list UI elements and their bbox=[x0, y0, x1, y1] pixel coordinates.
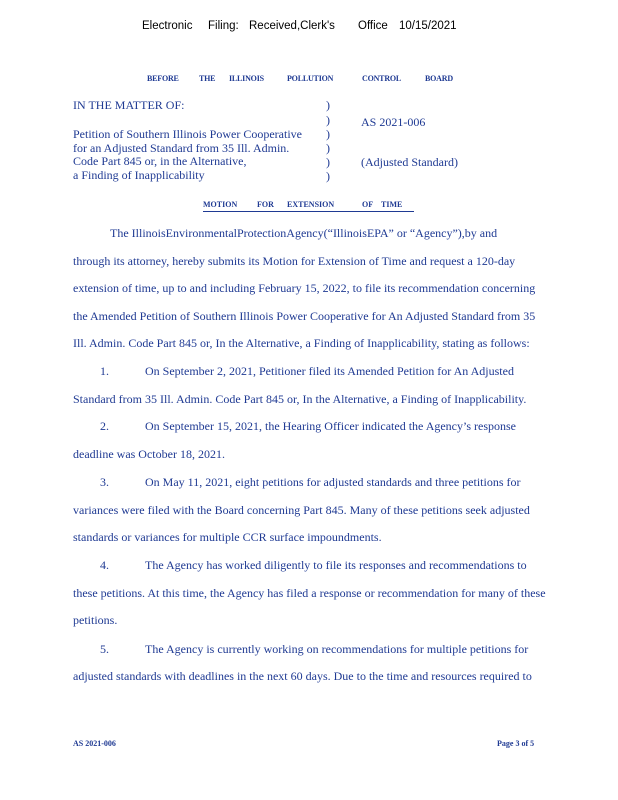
paragraph-line: On May 11, 2021, eight petitions for adjusted standards and three petitions for bbox=[145, 475, 521, 489]
paragraph-number: 2. bbox=[100, 419, 109, 433]
paragraph-number: 4. bbox=[100, 558, 109, 572]
footer-page-number: Page 3 of 5 bbox=[497, 739, 535, 748]
caption-paren: ) bbox=[326, 169, 330, 183]
paragraph-line: On September 2, 2021, Petitioner filed its Amended Petition for An Adjusted bbox=[145, 364, 514, 378]
board-title-word: BOARD bbox=[425, 74, 453, 83]
paragraph-line: Standard from 35 Ill. Admin. Code Part 845 or, In the Alternative, a Finding of Inapplicability. bbox=[73, 392, 527, 406]
petition-caption-line: Code Part 845 or, in the Alternative, bbox=[73, 154, 247, 168]
case-type: (Adjusted Standard) bbox=[361, 155, 458, 169]
paragraph-line: The Agency has worked diligently to file its responses and recommendations to bbox=[145, 558, 527, 572]
case-number: AS 2021-006 bbox=[361, 115, 426, 129]
paragraph-number: 1. bbox=[100, 364, 109, 378]
caption-paren: ) bbox=[326, 98, 330, 112]
intro-line: through its attorney, hereby submits its Motion for Extension of Time and request a 120-day bbox=[73, 254, 516, 268]
board-title bbox=[0, 74, 618, 88]
board-title-word: CONTROL bbox=[362, 74, 402, 83]
motion-title-underline bbox=[203, 211, 414, 212]
header-electronic: Electronic bbox=[142, 20, 193, 32]
motion-title-word: MOTION bbox=[203, 200, 238, 209]
paragraph-line: standards or variances for multiple CCR surface impoundments. bbox=[73, 530, 382, 544]
board-title-word: THE bbox=[199, 74, 216, 83]
intro-line: the Amended Petition of Southern Illinois Power Cooperative for An Adjusted Standard from 35 bbox=[73, 309, 536, 323]
caption-paren: ) bbox=[326, 127, 330, 141]
motion-title-word: FOR bbox=[257, 200, 274, 209]
paragraph-line: these petitions. At this time, the Agency has filed a response or recommendation for many of these bbox=[73, 586, 546, 600]
petition-caption-line: a Finding of Inapplicability bbox=[73, 167, 205, 182]
intro-line: Ill. Admin. Code Part 845 or, In the Alternative, a Finding of Inapplicability, stating as follows: bbox=[73, 336, 530, 350]
caption-paren: ) bbox=[326, 113, 330, 127]
caption-paren: ) bbox=[326, 155, 330, 169]
header-filing: Filing: bbox=[208, 20, 239, 32]
caption-paren: ) bbox=[326, 141, 330, 155]
petition-caption bbox=[73, 128, 302, 182]
footer-case-number: AS 2021-006 bbox=[73, 739, 116, 748]
in-the-matter-heading: IN THE MATTER OF: bbox=[73, 98, 185, 112]
paragraph-line: On September 15, 2021, the Hearing Officer indicated the Agency’s response bbox=[145, 419, 517, 433]
header-date: 10/15/2021 bbox=[399, 20, 457, 32]
header-office: Office bbox=[358, 20, 388, 32]
board-title-word: BEFORE bbox=[147, 74, 179, 83]
board-title-word: ILLINOIS bbox=[229, 74, 264, 83]
intro-line: extension of time, up to and including February 15, 2022, to file its recommendation concerning bbox=[73, 281, 536, 295]
paragraph-line: petitions. bbox=[73, 613, 118, 627]
filing-stamp-header bbox=[0, 20, 618, 38]
motion-title-word: OF bbox=[362, 200, 374, 209]
paragraph-line: variances were filed with the Board concerning Part 845. Many of these petitions seek adjusted bbox=[73, 503, 530, 517]
board-title-word: POLLUTION bbox=[287, 74, 334, 83]
paragraph-line: The Agency is currently working on recommendations for multiple petitions for bbox=[145, 642, 529, 656]
petition-caption-line: Petition of Southern Illinois Power Cooperative bbox=[73, 127, 302, 141]
paragraph-number: 5. bbox=[100, 642, 109, 656]
motion-title-word: TIME bbox=[381, 200, 403, 209]
paragraph-line: deadline was October 18, 2021. bbox=[73, 447, 225, 461]
header-received: Received,Clerk's bbox=[249, 20, 335, 32]
intro-line: The IllinoisEnvironmentalProtectionAgency(“IllinoisEPA” or “Agency”),by and bbox=[110, 226, 498, 240]
motion-title-word: EXTENSION bbox=[287, 200, 335, 209]
petition-caption-line: for an Adjusted Standard from 35 Ill. Admin. bbox=[73, 140, 290, 155]
paragraph-line: adjusted standards with deadlines in the next 60 days. Due to the time and resources required to bbox=[73, 669, 532, 683]
paragraph-number: 3. bbox=[100, 475, 109, 489]
